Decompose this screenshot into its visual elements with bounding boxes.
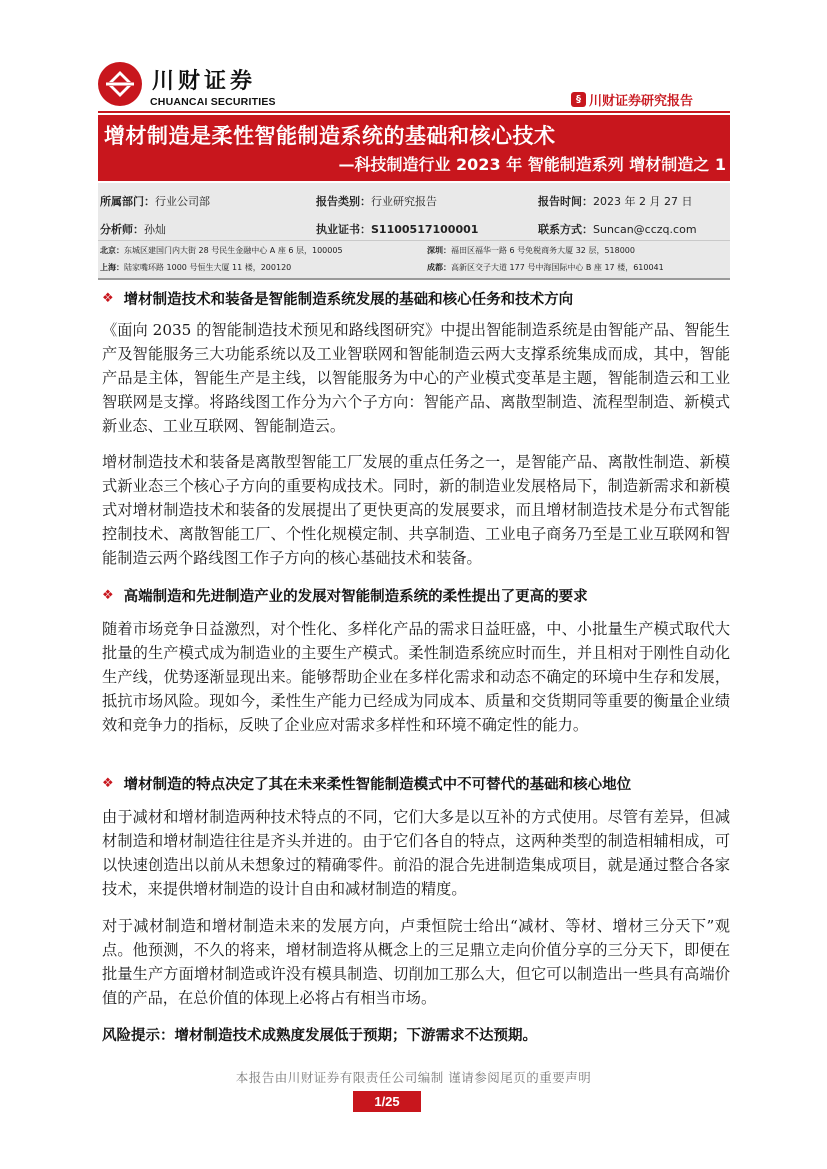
logo-english-name: CHUANCAI SECURITIES xyxy=(150,96,276,108)
footer-disclaimer: 本报告由川财证券有限责任公司编制 谨请参阅尾页的重要声明 xyxy=(235,1070,592,1085)
diamond-bullet-icon: ❖ xyxy=(102,291,114,306)
contact-field: 联系方式：Suncan@cczq.com xyxy=(538,223,697,236)
report-title: 增材制造是柔性智能制造系统的基础和核心技术 xyxy=(104,124,556,148)
section-heading: ❖ 增材制造技术和装备是智能制造系统发展的基础和核心任务和技术方向 xyxy=(102,291,574,308)
report-brand-label xyxy=(571,90,693,109)
report-type-field: 报告类别：行业研究报告 xyxy=(316,195,437,208)
address-shenzhen: 深圳：福田区福华一路 6 号免税商务大厦 32 层，518000 xyxy=(427,246,635,255)
info-divider xyxy=(98,240,730,241)
body-paragraph: 随着市场竞争日益激烈，对个性化、多样化产品的需求日益旺盛，中、小批量生产模式取代大批量的生产模式成为制造业的主要生产模式。柔性制造系统应时而生，并且相对于刚性自动化生产线，优势逐渐显现出来。能够帮助企业在多样化需求和动态不确定的环境中生存和发展，抵抗市场风险。现如今，柔性生产能力已经成为同成本、质量和交货期同等重要的衡量企业绩效和竞争力的指标，反映了企业应对需求多样性和环境不确定性的能力。 xyxy=(102,620,730,734)
body-paragraph: 对于减材制造和增材制造未来的发展方向，卢秉恒院士给出“减材、等材、增材三分天下”观点。他预测，不久的将来，增材制造将从概念上的三足鼎立走向价值分享的三分天下，即便在批量生产方面增材制造或许没有模具制造、切削加工那么大，但它可以制造出一些具有高端价值的产品，在总价值的体现上必将占有相当市场。 xyxy=(102,917,730,1007)
body-paragraph: 《面向 2035 的智能制造技术预见和路线图研究》中提出智能制造系统是由智能产品、智能生产及智能服务三大功能系统以及工业智联网和智能制造云两大支撑系统集成而成，其中，智能产品是主体，智能生产是主线，以智能服务为中心的产业模式变革是主题，智能制造云和工业智联网是支撑。将路线图工作分为六个子方向：智能产品、离散型制造、流程型制造、新模式新业态、工业互联网、智能制造云。 xyxy=(102,321,730,435)
info-bottom-rule xyxy=(98,278,730,280)
chuancai-logo-icon xyxy=(98,62,142,106)
address-shanghai: 上海：陆家嘴环路 1000 号恒生大厦 11 楼，200120 xyxy=(100,263,292,272)
body-paragraph: 由于减材和增材制造两种技术特点的不同，它们大多是以互补的方式使用。尽管有差异，但减材制造和增材制造往往是齐头并进的。由于它们各自的特点，这两种类型的制造相辅相成，可以快速创造出以前从未想象过的精确零件。前沿的混合先进制造集成项目，就是通过整合各家技术，来提供增材制造的设计自由和减材制造的精度。 xyxy=(102,808,730,898)
certificate-field: 执业证书：S1100517100001 xyxy=(316,223,479,236)
logo-chinese-name: 川财证券 xyxy=(152,69,257,94)
section-heading: ❖ 高端制造和先进制造产业的发展对智能制造系统的柔性提出了更高的要求 xyxy=(102,588,588,605)
address-beijing: 北京：东城区建国门内大街 28 号民生金融中心 A 座 6 层，100005 xyxy=(100,246,343,255)
page-number: 1/25 xyxy=(353,1091,421,1112)
diamond-bullet-icon: ❖ xyxy=(102,776,114,791)
report-subtitle: —科技制造行业 2023 年 智能制造系列 增材制造之 1 xyxy=(338,155,726,174)
report-date-field: 报告时间：2023 年 2 月 27 日 xyxy=(538,195,693,208)
body-paragraph: 增材制造技术和装备是离散型智能工厂发展的重点任务之一，是智能产品、离散性制造、新模式新业态三个核心子方向的重要构成技术。同时，新的制造业发展格局下，制造新需求和新模式对增材制造技术和装备的发展提出了更快更高的发展要求，而且增材制造技术是分布式智能控制技术、离散智能工厂、个性化规模定制、共享制造、工业电子商务乃至是工业互联网和智能制造云两个路线图工作子方向的核心基础技术和装备。 xyxy=(102,453,730,567)
diamond-bullet-icon: ❖ xyxy=(102,588,114,603)
section-heading: ❖ 增材制造的特点决定了其在未来柔性智能制造模式中不可替代的基础和核心地位 xyxy=(102,776,632,793)
brand-logo-icon: § xyxy=(571,92,586,107)
dept-field: 所属部门：行业公司部 xyxy=(100,195,210,208)
risk-warning: 风险提示：增材制造技术成熟度发展低于预期；下游需求不达预期。 xyxy=(102,1028,537,1044)
brand-right-text: 川财证券研究报告 xyxy=(589,94,694,109)
analyst-field: 分析师：孙灿 xyxy=(100,223,166,236)
address-chengdu: 成都：高新区交子大道 177 号中海国际中心 B 座 17 楼，610041 xyxy=(427,263,664,272)
header-divider xyxy=(98,111,730,113)
